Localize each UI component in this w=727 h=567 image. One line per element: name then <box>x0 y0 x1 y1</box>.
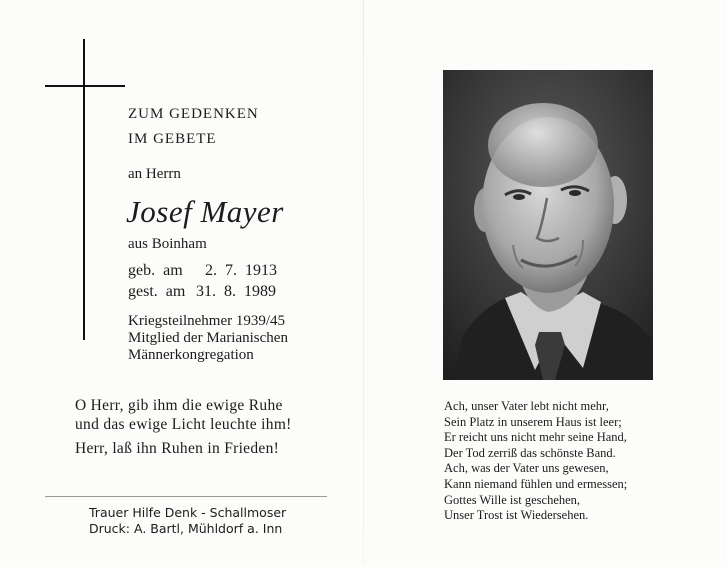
poem-line: Ach, was der Vater uns gewesen, <box>444 461 609 476</box>
detail-line: Kriegsteilnehmer 1939/45 <box>128 313 286 329</box>
died-date: 31. 8. 1989 <box>196 283 276 300</box>
footer-line-2: Druck: A. Bartl, Mühldorf a. Inn <box>89 521 283 536</box>
header-line-1: ZUM GEDENKEN <box>128 106 259 122</box>
born-label: geb. am <box>128 262 183 279</box>
poem-line: Der Tod zerriß das schönste Band. <box>444 445 616 460</box>
card-fold <box>363 0 364 567</box>
born-date: 2. 7. 1913 <box>205 262 277 279</box>
origin: aus Boinham <box>128 236 207 252</box>
poem-line: Sein Platz in unserem Haus ist leer; <box>444 414 622 429</box>
poem-line: Er reicht uns nicht mehr seine Hand, <box>444 430 627 445</box>
deceased-name: Josef Mayer <box>126 194 284 229</box>
died-label: gest. am <box>128 283 186 300</box>
footer-line-1: Trauer Hilfe Denk - Schallmoser <box>89 505 287 520</box>
portrait-photo <box>443 70 653 380</box>
header-line-2: IM GEBETE <box>128 131 217 147</box>
poem <box>444 399 627 524</box>
detail-line: Mitglied der Marianischen <box>128 330 288 346</box>
footer-divider <box>45 496 327 497</box>
poem-line: Unser Trost ist Wiedersehen. <box>444 508 589 523</box>
cross-icon-bar <box>45 85 125 87</box>
portrait-illustration <box>443 70 653 380</box>
detail-line: Männerkongregation <box>128 347 254 363</box>
salutation: an Herrn <box>128 166 181 182</box>
prayer-line-1: O Herr, gib ihm die ewige Ruhe <box>75 397 283 414</box>
prayer-line-2: und das ewige Licht leuchte ihm! <box>75 416 292 433</box>
poem-line: Gottes Wille ist geschehen, <box>444 492 581 507</box>
prayer-line-3: Herr, laß ihn Ruhen in Frieden! <box>75 440 280 457</box>
poem-line: Kann niemand fühlen und ermessen; <box>444 476 628 491</box>
poem-line: Ach, unser Vater lebt nicht mehr, <box>444 399 609 413</box>
